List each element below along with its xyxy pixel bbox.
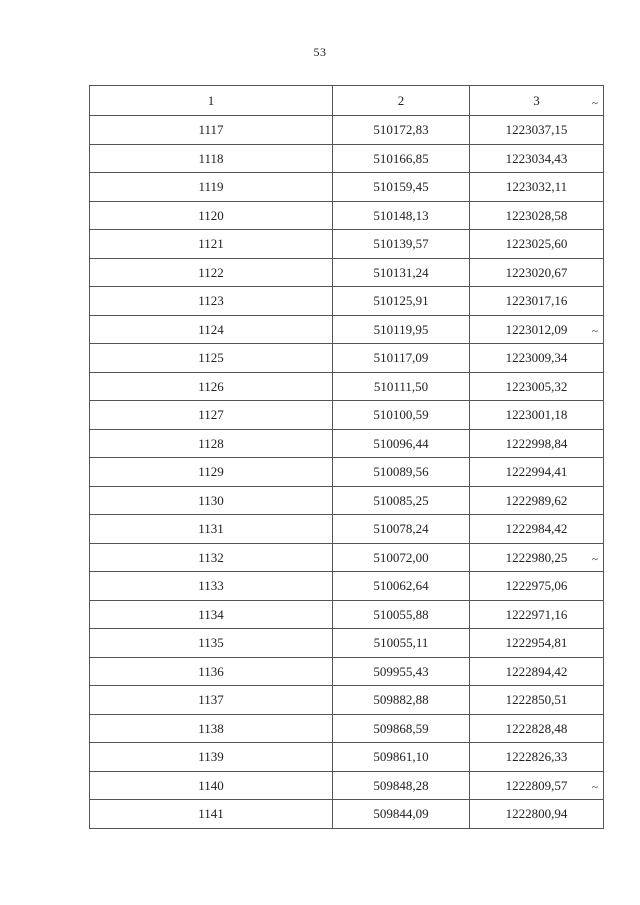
table-row	[90, 344, 604, 373]
y-coordinate-value: 1223001,18	[505, 407, 568, 423]
table-row	[90, 800, 604, 829]
point-number-cell: 1117	[90, 116, 333, 145]
table-row	[90, 686, 604, 715]
table-row	[90, 401, 604, 430]
x-coordinate-cell: 510166,85	[333, 144, 470, 173]
point-number-cell: 1127	[90, 401, 333, 430]
x-coordinate-cell: 510055,88	[333, 600, 470, 629]
y-coordinate-value: 1223037,15	[505, 122, 568, 138]
point-number-cell: 1134	[90, 600, 333, 629]
y-coordinate-value: 1222994,41	[505, 464, 568, 480]
y-coordinate-cell	[470, 201, 604, 230]
y-coordinate-cell	[470, 401, 604, 430]
y-coordinate-cell	[470, 771, 604, 800]
y-coordinate-value: 1223020,67	[505, 264, 568, 280]
table-row	[90, 657, 604, 686]
table-row	[90, 144, 604, 173]
header-col-2: 2	[333, 86, 470, 116]
y-coordinate-value: 1222826,33	[505, 749, 568, 765]
y-coordinate-value: 1223005,32	[505, 378, 568, 394]
y-coordinate-cell	[470, 572, 604, 601]
point-number-cell: 1124	[90, 315, 333, 344]
y-coordinate-value: 1222980,25	[505, 549, 568, 565]
x-coordinate-cell: 509868,59	[333, 714, 470, 743]
x-coordinate-cell: 509882,88	[333, 686, 470, 715]
page-number: 53	[313, 45, 327, 59]
y-coordinate-cell	[470, 686, 604, 715]
table-row	[90, 230, 604, 259]
header-row	[90, 86, 604, 116]
table-body	[90, 116, 604, 829]
point-number-cell: 1137	[90, 686, 333, 715]
x-coordinate-cell: 510159,45	[333, 173, 470, 202]
x-coordinate-cell: 510055,11	[333, 629, 470, 658]
x-coordinate-cell: 510072,00	[333, 543, 470, 572]
y-coordinate-value: 1222998,84	[505, 435, 568, 451]
y-coordinate-cell	[470, 144, 604, 173]
y-coordinate-value: 1222800,94	[505, 806, 568, 822]
header-col-1: 1	[90, 86, 333, 116]
table-row	[90, 372, 604, 401]
y-coordinate-value: 1222971,16	[505, 606, 568, 622]
x-coordinate-cell: 510172,83	[333, 116, 470, 145]
table-row	[90, 743, 604, 772]
point-number-cell: 1141	[90, 800, 333, 829]
tick-mark: ~	[592, 325, 598, 338]
x-coordinate-cell: 510085,25	[333, 486, 470, 515]
y-coordinate-value: 1223012,09	[505, 321, 568, 337]
x-coordinate-cell: 510062,64	[333, 572, 470, 601]
table-row	[90, 572, 604, 601]
point-number-cell: 1132	[90, 543, 333, 572]
y-coordinate-cell	[470, 116, 604, 145]
y-coordinate-cell	[470, 258, 604, 287]
y-coordinate-cell	[470, 429, 604, 458]
table-header	[90, 86, 604, 116]
y-coordinate-cell	[470, 515, 604, 544]
y-coordinate-value: 1223028,58	[505, 207, 568, 223]
point-number-cell: 1121	[90, 230, 333, 259]
table-row	[90, 714, 604, 743]
x-coordinate-cell: 510089,56	[333, 458, 470, 487]
table-row	[90, 515, 604, 544]
table-row	[90, 258, 604, 287]
point-number-cell: 1138	[90, 714, 333, 743]
header-col-3	[470, 86, 604, 116]
y-coordinate-value: 1222828,48	[505, 720, 568, 736]
table-row	[90, 543, 604, 572]
table-row	[90, 486, 604, 515]
point-number-cell: 1118	[90, 144, 333, 173]
y-coordinate-value: 1223034,43	[505, 150, 568, 166]
tick-mark: ~	[592, 553, 598, 566]
point-number-cell: 1126	[90, 372, 333, 401]
point-number-cell: 1136	[90, 657, 333, 686]
y-coordinate-value: 1223009,34	[505, 350, 568, 366]
table-row	[90, 600, 604, 629]
y-coordinate-value: 1223017,16	[505, 293, 568, 309]
y-coordinate-value: 1222984,42	[505, 521, 568, 537]
point-number-cell: 1139	[90, 743, 333, 772]
y-coordinate-cell	[470, 372, 604, 401]
point-number-cell: 1122	[90, 258, 333, 287]
y-coordinate-cell	[470, 458, 604, 487]
table-row	[90, 315, 604, 344]
y-coordinate-cell	[470, 315, 604, 344]
x-coordinate-cell: 510096,44	[333, 429, 470, 458]
y-coordinate-value: 1222954,81	[505, 635, 568, 651]
table-row	[90, 116, 604, 145]
y-coordinate-cell	[470, 800, 604, 829]
x-coordinate-cell: 510119,95	[333, 315, 470, 344]
coordinates-table	[89, 85, 604, 829]
point-number-cell: 1135	[90, 629, 333, 658]
x-coordinate-cell: 510125,91	[333, 287, 470, 316]
point-number-cell: 1131	[90, 515, 333, 544]
y-coordinate-value: 1222894,42	[505, 663, 568, 679]
point-number-cell: 1130	[90, 486, 333, 515]
x-coordinate-cell: 510078,24	[333, 515, 470, 544]
x-coordinate-cell: 509955,43	[333, 657, 470, 686]
x-coordinate-cell: 510139,57	[333, 230, 470, 259]
table-row	[90, 173, 604, 202]
x-coordinate-cell: 510131,24	[333, 258, 470, 287]
table-row	[90, 458, 604, 487]
point-number-cell: 1140	[90, 771, 333, 800]
x-coordinate-cell: 510100,59	[333, 401, 470, 430]
y-coordinate-value: 1222850,51	[505, 692, 568, 708]
x-coordinate-cell: 510148,13	[333, 201, 470, 230]
header-col-3-label: 3	[533, 93, 540, 108]
y-coordinate-value: 1223025,60	[505, 236, 568, 252]
table-row	[90, 201, 604, 230]
tick-mark: ~	[592, 781, 598, 794]
x-coordinate-cell: 509844,09	[333, 800, 470, 829]
x-coordinate-cell: 510117,09	[333, 344, 470, 373]
point-number-cell: 1133	[90, 572, 333, 601]
x-coordinate-cell: 509861,10	[333, 743, 470, 772]
y-coordinate-cell	[470, 173, 604, 202]
y-coordinate-cell	[470, 486, 604, 515]
point-number-cell: 1129	[90, 458, 333, 487]
point-number-cell: 1119	[90, 173, 333, 202]
y-coordinate-value: 1223032,11	[505, 179, 568, 195]
y-coordinate-cell	[470, 287, 604, 316]
y-coordinate-value: 1222989,62	[505, 492, 568, 508]
y-coordinate-value: 1222975,06	[505, 578, 568, 594]
table-row	[90, 771, 604, 800]
y-coordinate-cell	[470, 629, 604, 658]
y-coordinate-cell	[470, 743, 604, 772]
y-coordinate-cell	[470, 230, 604, 259]
point-number-cell: 1123	[90, 287, 333, 316]
table-row	[90, 629, 604, 658]
tick-mark: ~	[592, 96, 598, 109]
y-coordinate-value: 1222809,57	[505, 777, 568, 793]
table-row	[90, 429, 604, 458]
y-coordinate-cell	[470, 543, 604, 572]
y-coordinate-cell	[470, 714, 604, 743]
x-coordinate-cell: 510111,50	[333, 372, 470, 401]
point-number-cell: 1128	[90, 429, 333, 458]
point-number-cell: 1125	[90, 344, 333, 373]
point-number-cell: 1120	[90, 201, 333, 230]
y-coordinate-cell	[470, 344, 604, 373]
table-row	[90, 287, 604, 316]
y-coordinate-cell	[470, 600, 604, 629]
x-coordinate-cell: 509848,28	[333, 771, 470, 800]
y-coordinate-cell	[470, 657, 604, 686]
